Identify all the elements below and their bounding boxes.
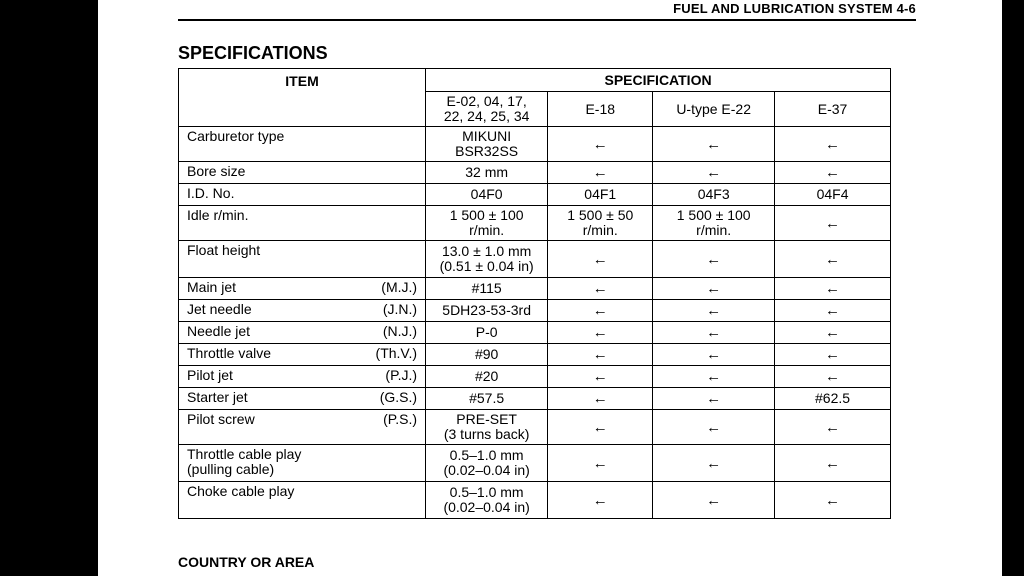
- spec-value: 5DH23-53-3rd: [426, 300, 548, 322]
- spec-value: 1 500 ± 100 r/min.: [426, 206, 548, 241]
- item-name: Bore size: [187, 163, 246, 179]
- same-as-left-arrow: ←: [653, 241, 775, 278]
- table-row: [179, 344, 891, 366]
- spec-value: #90: [426, 344, 548, 366]
- column-header-e02: E-02, 04, 17, 22, 24, 25, 34: [426, 92, 548, 127]
- same-as-left-arrow: ←: [653, 410, 775, 445]
- table-row: [179, 127, 891, 162]
- table-row: [179, 388, 891, 410]
- item-code: (J.N.): [382, 301, 418, 317]
- item-name: Pilot screw: [187, 411, 255, 427]
- specification-header: SPECIFICATION: [426, 69, 891, 92]
- item-code: (N.J.): [382, 323, 418, 339]
- item-code: (M.J.): [381, 279, 418, 295]
- spec-value: #20: [426, 366, 548, 388]
- same-as-left-arrow: ←: [653, 482, 775, 519]
- column-header-e18: E-18: [548, 92, 653, 127]
- table-row: [179, 278, 891, 300]
- item-cell: [179, 344, 426, 366]
- same-as-left-arrow: ←: [548, 388, 653, 410]
- item-cell: [179, 482, 426, 519]
- same-as-left-arrow: ←: [775, 366, 891, 388]
- spec-value: 04F4: [775, 184, 891, 206]
- section-title: SPECIFICATIONS: [178, 43, 328, 63]
- same-as-left-arrow: ←: [548, 482, 653, 519]
- item-cell: [179, 162, 426, 184]
- same-as-left-arrow: ←: [548, 410, 653, 445]
- table-row: [179, 206, 891, 241]
- same-as-left-arrow: ←: [653, 366, 775, 388]
- header-title: FUEL AND LUBRICATION SYSTEM 4-6: [673, 1, 916, 16]
- spec-value: 0.5–1.0 mm (0.02–0.04 in): [426, 445, 548, 482]
- spec-value: P-0: [426, 322, 548, 344]
- same-as-left-arrow: ←: [548, 322, 653, 344]
- item-name: Needle jet: [187, 323, 251, 339]
- same-as-left-arrow: ←: [775, 162, 891, 184]
- column-header-e37: E-37: [775, 92, 891, 127]
- manual-page: [98, 0, 1002, 576]
- item-name: Throttle valve: [187, 345, 272, 361]
- same-as-left-arrow: ←: [548, 445, 653, 482]
- table-row: [179, 482, 891, 519]
- spec-value: 13.0 ± 1.0 mm (0.51 ± 0.04 in): [426, 241, 548, 278]
- same-as-left-arrow: ←: [653, 344, 775, 366]
- spec-value: 1 500 ± 50 r/min.: [548, 206, 653, 241]
- same-as-left-arrow: ←: [548, 162, 653, 184]
- same-as-left-arrow: ←: [775, 206, 891, 241]
- column-header-u-type-e22: U-type E-22: [653, 92, 775, 127]
- spec-value: PRE-SET (3 turns back): [426, 410, 548, 445]
- item-cell: [179, 241, 426, 278]
- item-cell: [179, 300, 426, 322]
- same-as-left-arrow: ←: [775, 344, 891, 366]
- spec-value: #57.5: [426, 388, 548, 410]
- item-code: (P.S.): [383, 411, 418, 427]
- spec-value: 04F3: [653, 184, 775, 206]
- country-or-area-heading: COUNTRY OR AREA: [178, 554, 315, 570]
- same-as-left-arrow: ←: [653, 162, 775, 184]
- item-name: Main jet: [187, 279, 237, 295]
- item-code: (P.J.): [385, 367, 418, 383]
- table-row: [179, 410, 891, 445]
- same-as-left-arrow: ←: [548, 241, 653, 278]
- spec-value: MIKUNI BSR32SS: [426, 127, 548, 162]
- specifications-table: [178, 68, 891, 519]
- same-as-left-arrow: ←: [775, 278, 891, 300]
- table-row: [179, 322, 891, 344]
- same-as-left-arrow: ←: [653, 322, 775, 344]
- item-cell: [179, 206, 426, 241]
- same-as-left-arrow: ←: [548, 127, 653, 162]
- same-as-left-arrow: ←: [775, 300, 891, 322]
- table-row: [179, 241, 891, 278]
- same-as-left-arrow: ←: [653, 445, 775, 482]
- same-as-left-arrow: ←: [775, 241, 891, 278]
- same-as-left-arrow: ←: [548, 344, 653, 366]
- item-cell: [179, 184, 426, 206]
- item-name: Idle r/min.: [187, 207, 249, 223]
- spec-value: 32 mm: [426, 162, 548, 184]
- page-header: [178, 0, 916, 21]
- spec-value: #62.5: [775, 388, 891, 410]
- same-as-left-arrow: ←: [653, 278, 775, 300]
- spec-value: 04F1: [548, 184, 653, 206]
- item-cell: [179, 322, 426, 344]
- item-name: Jet needle: [187, 301, 252, 317]
- item-name: Throttle cable play (pulling cable): [187, 446, 302, 477]
- item-name: Starter jet: [187, 389, 248, 405]
- item-name: Carburetor type: [187, 128, 285, 144]
- same-as-left-arrow: ←: [775, 127, 891, 162]
- item-cell: [179, 445, 426, 482]
- table-row: [179, 184, 891, 206]
- table-row: [179, 162, 891, 184]
- same-as-left-arrow: ←: [775, 410, 891, 445]
- specifications-table-body: [179, 127, 891, 519]
- same-as-left-arrow: ←: [775, 322, 891, 344]
- item-name: Float height: [187, 242, 261, 258]
- same-as-left-arrow: ←: [653, 300, 775, 322]
- item-name: Choke cable play: [187, 483, 295, 499]
- same-as-left-arrow: ←: [653, 127, 775, 162]
- same-as-left-arrow: ←: [548, 300, 653, 322]
- item-name: Pilot jet: [187, 367, 233, 383]
- same-as-left-arrow: ←: [775, 482, 891, 519]
- spec-value: 1 500 ± 100 r/min.: [653, 206, 775, 241]
- spec-value: #115: [426, 278, 548, 300]
- spec-value: 04F0: [426, 184, 548, 206]
- same-as-left-arrow: ←: [548, 278, 653, 300]
- table-row: [179, 300, 891, 322]
- spec-value: 0.5–1.0 mm (0.02–0.04 in): [426, 482, 548, 519]
- item-cell: [179, 388, 426, 410]
- item-cell: [179, 410, 426, 445]
- item-cell: [179, 366, 426, 388]
- same-as-left-arrow: ←: [548, 366, 653, 388]
- table-row: [179, 366, 891, 388]
- item-name: I.D. No.: [187, 185, 235, 201]
- item-header: ITEM: [179, 69, 426, 127]
- same-as-left-arrow: ←: [775, 445, 891, 482]
- item-code: (Th.V.): [375, 345, 418, 361]
- item-cell: [179, 278, 426, 300]
- item-cell: [179, 127, 426, 162]
- item-code: (G.S.): [379, 389, 418, 405]
- table-row: [179, 445, 891, 482]
- same-as-left-arrow: ←: [653, 388, 775, 410]
